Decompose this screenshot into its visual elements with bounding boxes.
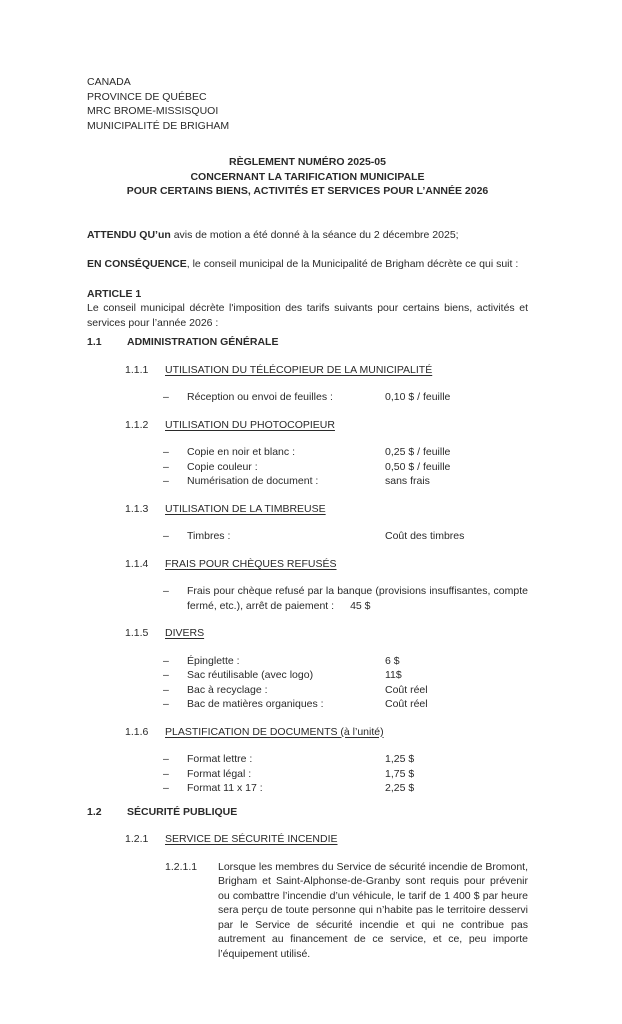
subsection-number: 1.1.6: [125, 725, 149, 738]
subsection-heading: [87, 363, 528, 378]
tariff-item: [163, 683, 528, 698]
section-number: 1.2: [87, 805, 102, 818]
clause-number: 1.2.1.1: [165, 860, 198, 873]
subsection-number: 1.2.1: [125, 833, 149, 845]
consequence-lead: EN CONSÉQUENCE: [87, 258, 187, 270]
section-heading: [87, 805, 528, 820]
item-price: sans frais: [385, 475, 430, 487]
header-line-mrc: MRC BROME-MISSISQUOI: [87, 105, 219, 117]
jurisdiction-header: [87, 75, 528, 133]
subsection-number: 1.1.5: [125, 627, 149, 639]
consequence-clause: [87, 257, 528, 272]
subsection-title: DIVERS: [165, 627, 205, 639]
tariff-item: [163, 752, 528, 767]
tariff-item: [163, 460, 528, 475]
item-label: Format 11 x 17 :: [187, 782, 263, 794]
dash-marker: [163, 752, 187, 767]
dash-marker: [163, 697, 187, 712]
article-title: ARTICLE 1: [87, 287, 142, 300]
subsection-title: PLASTIFICATION DE DOCUMENTS (à l’unité): [165, 725, 384, 738]
title-line-scope: POUR CERTAINS BIENS, ACTIVITÉS ET SERVICES POUR L’ANNÉE 2026: [126, 185, 489, 197]
title-line-number: RÈGLEMENT NUMÉRO 2025-05: [229, 156, 386, 168]
tariff-item: [163, 474, 528, 489]
subsection-title: UTILISATION DU TÉLÉCOPIEUR DE LA MUNICIPALITÉ: [165, 363, 433, 376]
dash-marker: [163, 460, 187, 475]
dash-marker: [163, 767, 187, 782]
tariff-item: [163, 767, 528, 782]
tariff-item: [163, 668, 528, 683]
header-line-province: PROVINCE DE QUÉBEC: [87, 90, 207, 103]
attendu-text: avis de motion a été donné à la séance du 2 décembre 2025;: [170, 228, 459, 241]
tariff-item: [163, 781, 528, 796]
item-long-text: [187, 584, 528, 613]
subsection-heading: [87, 418, 528, 433]
item-price: Coût réel: [385, 698, 428, 710]
attendu-clause: [87, 228, 528, 243]
subsection-title: UTILISATION DE LA TIMBREUSE: [165, 502, 326, 515]
dash-marker: [163, 584, 187, 613]
subsection-heading: [87, 832, 528, 847]
tariff-item: [163, 697, 528, 712]
dash-marker: [163, 683, 187, 698]
item-label: Réception ou envoi de feuilles :: [187, 391, 333, 403]
dash-marker: [163, 781, 187, 796]
dash-marker: [163, 668, 187, 683]
subsection-number: 1.1.1: [125, 363, 149, 376]
section-heading: [87, 335, 528, 350]
subsection-title: FRAIS POUR CHÈQUES REFUSÉS: [165, 557, 337, 570]
document-content: [87, 75, 528, 961]
tariff-list: [87, 654, 528, 712]
item-price: Coût réel: [385, 683, 428, 696]
section-title: ADMINISTRATION GÉNÉRALE: [127, 336, 279, 348]
title-line-subject: CONCERNANT LA TARIFICATION MUNICIPALE: [190, 170, 425, 183]
item-label: Format lettre :: [187, 753, 253, 765]
subsection-number: 1.1.4: [125, 557, 149, 570]
regulation-title: [87, 155, 528, 199]
item-price: 11$: [385, 669, 402, 681]
subsection-heading: [87, 557, 528, 572]
item-label: Bac à recyclage :: [187, 683, 268, 696]
item-price: Coût des timbres: [385, 530, 465, 542]
subsection-title: SERVICE DE SÉCURITÉ INCENDIE: [165, 833, 338, 845]
subsection-heading: [87, 725, 528, 740]
attendu-lead: ATTENDU QU’un: [87, 228, 171, 241]
item-price: 1,75 $: [385, 767, 415, 780]
item-price: 0,10 $ / feuille: [385, 391, 451, 403]
item-label: Sac réutilisable (avec logo): [187, 669, 314, 681]
tariff-list: [87, 529, 528, 544]
item-label: Épinglette :: [187, 654, 240, 667]
tariff-list: [87, 752, 528, 796]
tariff-item: [163, 654, 528, 669]
item-price: 0,25 $ / feuille: [385, 446, 451, 458]
section-title: SÉCURITÉ PUBLIQUE: [127, 805, 238, 818]
consequence-text: , le conseil municipal de la Municipalité de Brigham décrète ce qui suit :: [186, 258, 519, 270]
item-price: 6 $: [385, 654, 400, 667]
subsection-title: UTILISATION DU PHOTOCOPIEUR: [165, 418, 335, 431]
article-1: [87, 287, 528, 331]
dash-marker: [163, 654, 187, 669]
item-label: Bac de matières organiques :: [187, 698, 324, 710]
item-label: Timbres :: [187, 530, 231, 542]
subsection-number: 1.1.2: [125, 418, 149, 431]
item-label: Format légal :: [187, 767, 252, 780]
header-line-canada: CANADA: [87, 76, 131, 88]
subsection-number: 1.1.3: [125, 502, 149, 515]
subsection-heading: [87, 626, 528, 641]
dash-marker: [163, 529, 187, 544]
tariff-item: [163, 529, 528, 544]
header-line-municipalite: MUNICIPALITÉ DE BRIGHAM: [87, 119, 230, 132]
item-price: 2,25 $: [385, 782, 415, 794]
article-body: Le conseil municipal décrète l'imposition des tarifs suivants pour certains biens, activités et services pour l’année 2026 :: [87, 302, 528, 329]
item-label: Copie en noir et blanc :: [187, 446, 295, 458]
item-label: Numérisation de document :: [187, 475, 319, 487]
dash-marker: [163, 445, 187, 460]
tariff-item: [163, 390, 528, 405]
tariff-list: [87, 390, 528, 405]
tariff-item: [163, 445, 528, 460]
item-price: 0,50 $ / feuille: [385, 460, 451, 473]
clause-text: Lorsque les membres du Service de sécurité incendie de Bromont, Brigham et Saint-Alphonse-de-Granby sont requis pour prévenir ou combattre l’incendie d’un véhicule, le tarif de 1 400 $ par heure sera perçu de toute personne qui n’habite pas le territoire desservi par le Service de sécurité incendie et qui ne contribue pas autrement au financement de ce service, et ce, peu importe l’équipement utilisé.: [218, 860, 528, 960]
item-label: Frais pour chèque refusé par la banque (provisions insuffisantes, compte fermé, etc.), arrêt de paiement :: [187, 585, 528, 612]
tariff-item-long: [87, 584, 528, 613]
dash-marker: [163, 390, 187, 405]
item-price: 1,25 $: [385, 753, 415, 765]
dash-marker: [163, 474, 187, 489]
subsection-heading: [87, 502, 528, 517]
section-number: 1.1: [87, 336, 102, 348]
clause: [87, 860, 528, 962]
item-label: Copie couleur :: [187, 460, 258, 473]
tariff-list: [87, 445, 528, 489]
item-price: 45 $: [350, 599, 371, 612]
